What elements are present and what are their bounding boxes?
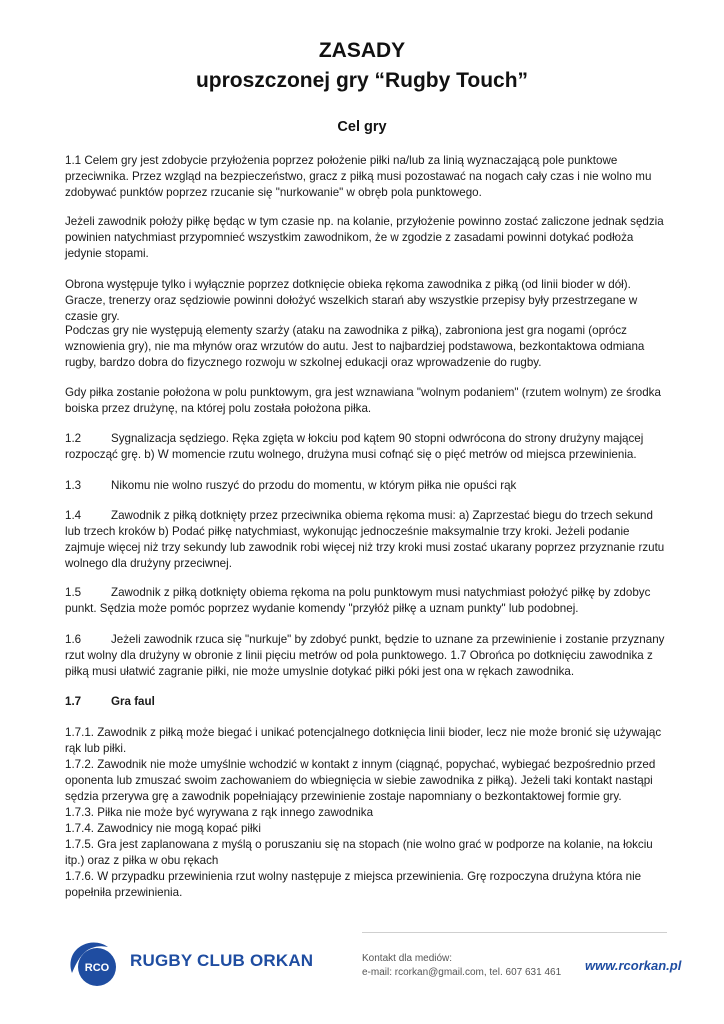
foul-rule-4: 1.7.4. Zawodnicy nie mogą kopać piłki [65,822,261,835]
paragraph-no-contact: Podczas gry nie występują elementy szarży (ataku na zawodnika z piłką), zabroniona jest gra nogami (oprócz wznowienia gry), nie ma młynów oraz wrzutów do autu. Jest to najbardziej podstawowa, bezkontaktowa odmiana rugby, bardzo dobra do fizycznego rozwoju w szkolnej edukacji oraz wprowadzenie do rugby. [65,324,645,369]
contact-details: e-mail: rcorkan@gmail.com, tel. 607 631 461 [362,967,562,978]
foul-rules-list [65,725,665,901]
rule-1-6 [65,632,665,680]
foul-rule-5: 1.7.5. Gra jest zaplanowana z myślą o poruszaniu się na stopach (nie wolno grać w podporze na kolanie, na łokciu itp.) oraz z piłka w obu rękach [65,838,653,867]
rule-1-2 [65,431,665,463]
rule-1-5 [65,585,665,617]
rule-text: Nikomu nie wolno ruszyć do przodu do momentu, w którym piłka nie opuści rąk [111,479,517,492]
foul-rule-1: 1.7.1. Zawodnik z piłką może biegać i unikać potencjalnego dotknięcia linii bioder, lecz nie może bronić się używając rąk lub piłki. [65,726,662,755]
club-name: RUGBY CLUB ORKAN [130,951,314,970]
rule-number: 1.3 [65,479,82,492]
rule-number: 1.2 [65,432,82,445]
document-title: ZASADY [318,39,406,62]
section-heading: Cel gry [337,119,387,135]
paragraph-knee: Jeżeli zawodnik położy piłkę będąc w tym czasie np. na kolanie, przyłożenie powinno zostać zaliczone jednak sędzia powinien natychmiast przypomnieć wszystkim zawodnikom, że w zgodzie z zasadami powinni dotykać podłoża jedynie stopami. [65,215,664,260]
rule-number: 1.5 [65,586,82,599]
club-logo-icon [66,940,120,990]
rule-text: Sygnalizacja sędziego. Ręka zgięta w łokciu pod kątem 90 stopni odwrócona do strony drużyny mającej rozpocząć grę. b) W momencie rzutu wolnego, drużyna musi cofnąć się o pięć metrów od miejsca przewinienia. [65,432,644,461]
rule-1-3 [65,478,665,494]
foul-heading [65,694,665,710]
foul-heading-label: Gra faul [111,695,155,708]
document-subtitle: uproszczonej gry “Rugby Touch” [195,69,529,92]
logo-text: RCO [84,962,110,974]
rule-text: Jeżeli zawodnik rzuca się "nurkuje" by zdobyć punkt, będzie to uznane za przewinienie i zostanie przyznany rzut wolny dla drużyny w obronie z linii pięciu metrów od pola punktowego. 1.7 Obrońca po dotknięciu zawodnika z piłką musi ułatwić zagranie piłki, nie może umyslnie dotykać piłki póki jest ona w rękach zawodnika. [65,633,665,678]
contact-label: Kontakt dla mediów: [362,953,453,964]
rule-text: Zawodnik z piłką dotknięty przez przeciwnika obiema rękoma musi: a) Zaprzestać biegu do trzech sekund lub trzech kroków b) Podać piłkę natychmiast, wykonując jednocześnie maksymalnie trzy kroki. Jeżeli podanie zajmuje więcej niż trzy sekundy lub zawodnik robi więcej niż trzy kroki musi zostać ukarany poprzez przyznanie rzutu wolnego dla drużyny przeciwnej. [65,509,665,570]
rule-1-4 [65,508,665,572]
foul-rule-2: 1.7.2. Zawodnik nie może umyślnie wchodzić w kontakt z innym (ciągnąć, popychać, wybiegać bezpośrednio przed oponenta lub zmuszać swoim zachowaniem do wbiegnięcia w siebie zawodnika z piłką). Jeżeli taki kontakt nastąpi sędzia przerywa grę a zawodnik popełniający przewinienie zostaje napomniany o bezkontaktowej formie gry. [65,758,656,803]
rule-number: 1.4 [65,509,82,522]
rule-number: 1.6 [65,633,82,646]
media-contact [362,952,561,980]
foul-rule-3: 1.7.3. Piłka nie może być wyrywana z rąk innego zawodnika [65,806,374,819]
foul-heading-number: 1.7 [65,695,82,708]
foul-rule-6: 1.7.6. W przypadku przewinienia rzut wolny następuje z miejsca przewinienia. Grę rozpoczyna drużyna która nie popełniła przewinienia. [65,870,642,899]
footer-divider [362,932,667,933]
paragraph-defence: Obrona występuje tylko i wyłącznie poprzez dotknięcie obiekа rękoma zawodnika z piłką (od linii bioder w dół). Gracze, trenerzy oraz sędziowie powinni dołożyć wszelkich starań aby wszystkie przepisy były przestrzegane w czasie gry. [65,278,638,323]
website-link[interactable]: www.rcorkan.pl [585,958,682,973]
paragraph-1-1: 1.1 Celem gry jest zdobycie przyłożenia poprzez położenie piłki na/lub za linią wyznaczającą pole punktowe przeciwnika. Przez wzgląd na bezpieczeństwo, gracz z piłką musi pozostawać na nogach cały czas i nie wolno mu zdobywać punktów poprzez rzucanie się "nurkowanie" w obręb pola punktowego. [65,154,652,199]
paragraph-restart: Gdy piłka zostanie położona w polu punktowym, gra jest wznawiana "wolnym podaniem" (rzutem wolnym) ze środka boiska przez drużynę, na której polu została położona piłka. [65,386,661,415]
rule-text: Zawodnik z piłką dotknięty obiema rękoma na polu punktowym musi natychmiast położyć piłkę by zdobyc punkt. Sędzia może pomóc poprzez wydanie komendy "przyłóż piłkę a uznam punkty" lub podobnej. [65,586,651,615]
